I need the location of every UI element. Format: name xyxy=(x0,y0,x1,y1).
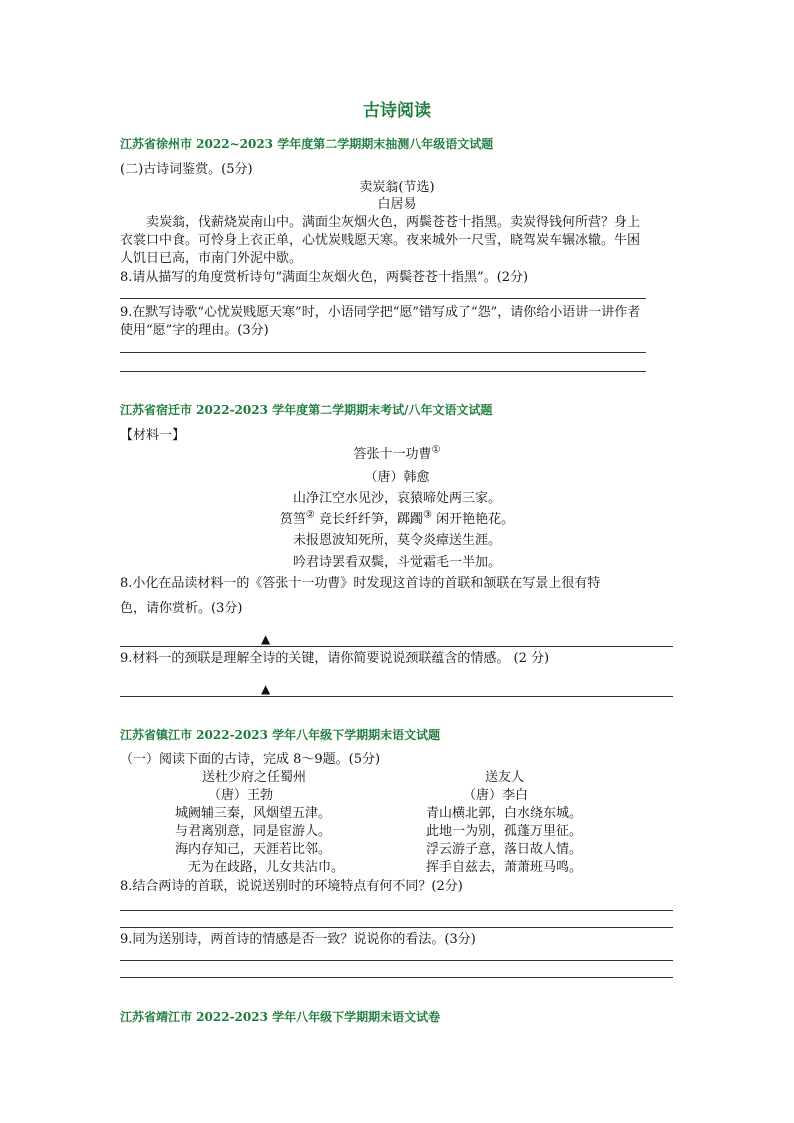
poemB-line: 浮云游子意，落日故人情。 xyxy=(426,842,583,857)
poemB-line: 此地一为别，孤蓬万里征。 xyxy=(426,824,583,839)
section1-poem-line-1: 卖炭翁，伐薪烧炭南山中。满面尘灰烟火色，两鬓苍苍十指黑。卖炭得钱何所营？身上 xyxy=(146,215,641,230)
triangle-marker: ▲ xyxy=(261,682,271,696)
poemA-line: 无为在歧路，儿女共沾巾。 xyxy=(188,860,345,875)
page-title: 古诗阅读 xyxy=(363,101,431,121)
poemA-author: （唐）王勃 xyxy=(208,788,274,803)
poemB-author: （唐）李白 xyxy=(463,788,529,803)
answer-line xyxy=(120,646,673,647)
section2-poem-author: （唐）韩愈 xyxy=(364,470,430,485)
poemB-line: 挥手自兹去，萧萧班马鸣。 xyxy=(426,860,583,875)
answer-line xyxy=(120,960,673,961)
answer-line xyxy=(120,927,673,928)
section1-heading: (二)古诗词鉴赏。(5分) xyxy=(120,162,253,177)
section2-poem-line-4: 吟君诗罢看双鬓，斗觉霜毛一半加。 xyxy=(292,555,501,570)
poemA-line: 城阙辅三秦，风烟望五津。 xyxy=(175,806,332,821)
triangle-marker: ▲ xyxy=(261,632,271,646)
footnote-marker: ① xyxy=(431,444,441,456)
answer-line xyxy=(120,977,673,978)
section1-poem-line-3: 人饥日已高，市南门外泥中歇。 xyxy=(120,251,303,266)
answer-line xyxy=(120,371,646,372)
section2-poem-line-2: 筼筜② 竞长纤纤笋，踯躅③ 闲开艳艳花。 xyxy=(279,509,515,527)
section2-question-8-line2: 色，请你赏析。(3分) xyxy=(120,601,243,616)
poemA-title: 送杜少府之任蜀州 xyxy=(202,770,307,785)
section1-question-9-line2: 使用“愿”字的理由。(3分) xyxy=(120,323,269,338)
section1-source: 江苏省徐州市 2022~2023 学年度第二学期期末抽测八年级语文试题 xyxy=(120,137,494,151)
section2-poem-line-3: 未报恩波知死所，莫令炎瘴送生涯。 xyxy=(292,533,501,548)
answer-line xyxy=(120,910,673,911)
section2-poem-line-1: 山净江空水见沙，哀猿啼处两三家。 xyxy=(292,491,501,506)
section2-question-8-line1: 8.小化在品读材料一的《答张十一功曹》时发现这首诗的首联和颔联在写景上很有特 xyxy=(120,576,601,591)
poemA-line: 与君离别意，同是宦游人。 xyxy=(175,824,332,839)
poemB-line: 青山横北郭，白水绕东城。 xyxy=(426,806,583,821)
section1-poem-line-2: 衣裳口中食。可怜身上衣正单，心忧炭贱愿天寒。夜来城外一尺雪，晓驾炭车辗冰辙。牛困 xyxy=(120,233,641,248)
footnote-marker: ③ xyxy=(423,509,432,521)
section1-question-9-line1: 9.在默写诗歌“心忧炭贱愿天寒”时，小语同学把“愿”错写成了“怨”，请你给小语讲一讲作者 xyxy=(120,305,641,320)
section1-question-8: 8.请从描写的角度赏析诗句“满面尘灰烟火色，两鬓苍苍十指黑”。(2分) xyxy=(120,270,529,285)
section1-poem-title: 卖炭翁(节选) xyxy=(359,180,435,195)
poemA-line: 海内存知己，天涯若比邻。 xyxy=(175,842,332,857)
section3-source: 江苏省镇江市 2022-2023 学年八年级下学期期末语文试题 xyxy=(120,728,441,742)
footnote-marker: ② xyxy=(305,509,315,521)
section3-question-8: 8.结合两诗的首联，说说送别时的环境特点有何不同？(2分) xyxy=(120,879,463,894)
answer-line xyxy=(120,298,646,299)
poemB-title: 送友人 xyxy=(485,770,525,785)
section2-question-9: 9.材料一的颈联是理解全诗的关键，请你简要说说颈联蕴含的情感。 (2 分) xyxy=(120,651,550,666)
answer-line xyxy=(120,696,673,697)
section3-heading: （一）阅读下面的古诗，完成 8～9题。(5分) xyxy=(120,752,381,767)
section3-question-9: 9.同为送别诗，两首诗的情感是否一致？说说你的看法。(3分) xyxy=(120,932,476,947)
section2-source: 江苏省宿迁市 2022-2023 学年度第二学期期末考试/八年文语文试题 xyxy=(120,403,493,417)
section1-poem-author: 白居易 xyxy=(377,197,417,212)
section2-material-label: 【材料一】 xyxy=(120,428,186,443)
answer-line xyxy=(120,352,646,353)
section2-poem-title: 答张十一功曹① xyxy=(353,444,441,462)
section4-source: 江苏省靖江市 2022-2023 学年八年级下学期期末语文试卷 xyxy=(120,1010,441,1024)
